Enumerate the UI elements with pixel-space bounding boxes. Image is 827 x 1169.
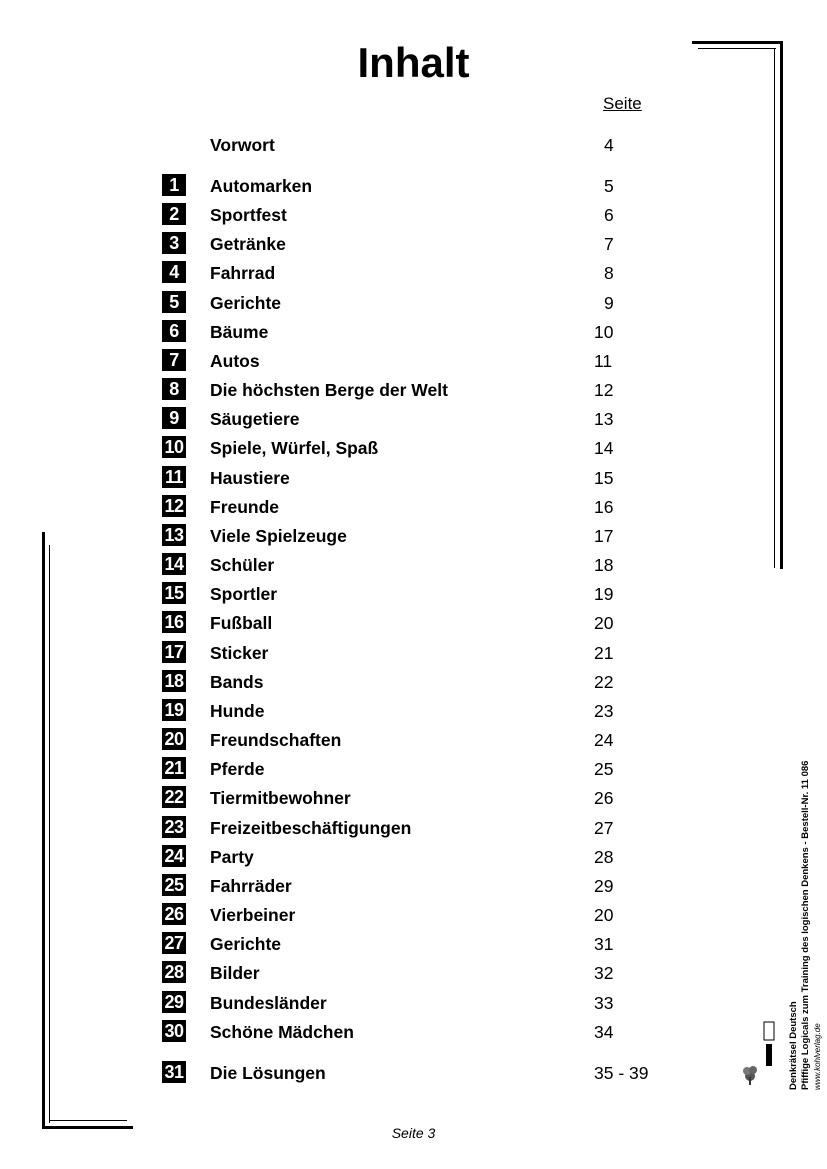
toc-row[interactable] (0, 641, 827, 665)
toc-row[interactable] (0, 261, 827, 285)
toc-page-number: 10 (594, 322, 614, 342)
toc-page-number: 29 (594, 876, 614, 896)
chapter-number-badge: 22 (162, 786, 186, 808)
toc-label: Bäume (210, 322, 269, 342)
toc-page-number: 28 (594, 847, 614, 867)
toc-page-number: 14 (594, 438, 614, 458)
toc-row[interactable] (0, 903, 827, 927)
toc-label: Säugetiere (210, 409, 300, 429)
toc-row[interactable] (0, 1020, 827, 1044)
toc-page-number: 6 (604, 205, 614, 225)
toc-row[interactable] (0, 757, 827, 781)
toc-page-number: 33 (594, 993, 614, 1013)
toc-row[interactable] (0, 699, 827, 723)
chapter-number-badge: 1 (162, 174, 186, 196)
publisher-logo (742, 1020, 776, 1086)
toc-page-number: 31 (594, 934, 614, 954)
frame-line-bottom-inner (49, 1120, 127, 1121)
toc-label: Fahrrad (210, 263, 276, 283)
toc-label: Tiermitbewohner (210, 788, 351, 808)
toc-row[interactable] (0, 174, 827, 198)
chapter-number-badge: 19 (162, 699, 186, 721)
frame-line-bottom (42, 1126, 133, 1129)
toc-page-number: 4 (604, 135, 614, 155)
chapter-number-badge: 25 (162, 874, 186, 896)
frame-line-top-inner (698, 48, 776, 49)
toc-label: Bilder (210, 963, 260, 983)
toc-page-number: 9 (604, 293, 614, 313)
toc-label: Schöne Mädchen (210, 1022, 354, 1042)
page-column-header: Seite (603, 94, 642, 113)
toc-row[interactable] (0, 291, 827, 315)
chapter-number-badge: 7 (162, 349, 186, 371)
chapter-number-badge: 10 (162, 436, 186, 458)
toc-page-number: 20 (594, 613, 614, 633)
toc-label: Schüler (210, 555, 275, 575)
toc-page-number: 32 (594, 963, 614, 983)
chapter-number-badge: 24 (162, 845, 186, 867)
chapter-number-badge: 17 (162, 641, 186, 663)
toc-row[interactable] (0, 378, 827, 402)
chapter-number-badge: 6 (162, 320, 186, 342)
toc-page-number: 16 (594, 497, 614, 517)
chapter-number-badge: 12 (162, 495, 186, 517)
toc-row[interactable] (0, 232, 827, 256)
toc-label: Party (210, 847, 254, 867)
toc-page-number: 34 (594, 1022, 614, 1042)
chapter-number-badge: 5 (162, 291, 186, 313)
chapter-number-badge: 9 (162, 407, 186, 429)
toc-page-number: 21 (594, 643, 614, 663)
toc-page-number: 13 (594, 409, 614, 429)
book-subtitle-order-number: Pfiffige Logicals zum Training des logischen Denkens - Bestell-Nr. 11 086 (800, 760, 811, 1090)
toc-label: Spiele, Würfel, Spaß (210, 438, 379, 458)
toc-label: Hunde (210, 701, 265, 721)
toc-label: Viele Spielzeuge (210, 526, 347, 546)
toc-label: Vorwort (210, 135, 275, 155)
toc-page-number: 27 (594, 818, 614, 838)
toc-label: Sticker (210, 643, 269, 663)
toc-page-number: 7 (604, 234, 614, 254)
toc-row[interactable] (0, 991, 827, 1015)
toc-page-number: 20 (594, 905, 614, 925)
publisher-url: www.kohlverlag.de (813, 1023, 822, 1090)
toc-page-number: 12 (594, 380, 614, 400)
toc-solutions-row[interactable] (0, 1061, 827, 1085)
toc-label: Freizeitbeschäftigungen (210, 818, 412, 838)
chapter-number-badge: 16 (162, 611, 186, 633)
tree-logo-icon (742, 1020, 776, 1086)
toc-row[interactable] (0, 786, 827, 810)
toc-page-number: 35 - 39 (594, 1063, 649, 1083)
page-footer: Seite 3 (391, 1125, 436, 1141)
chapter-number-badge: 18 (162, 670, 186, 692)
frame-line-top (692, 41, 782, 44)
toc-row[interactable] (0, 611, 827, 635)
chapter-number-badge: 27 (162, 932, 186, 954)
toc-page-number: 11 (594, 351, 613, 371)
frame-line-left (42, 532, 45, 1129)
toc-label: Freunde (210, 497, 280, 517)
toc-row[interactable] (0, 961, 827, 985)
toc-page-number: 22 (594, 672, 614, 692)
toc-row[interactable] (0, 320, 827, 344)
frame-line-left-inner (49, 545, 50, 1123)
toc-label: Automarken (210, 176, 313, 196)
chapter-number-badge: 26 (162, 903, 186, 925)
toc-row[interactable] (0, 203, 827, 227)
chapter-number-badge: 30 (162, 1020, 186, 1042)
toc-page-number: 17 (594, 526, 614, 546)
chapter-number-badge: 31 (162, 1061, 186, 1083)
toc-row[interactable] (0, 670, 827, 694)
toc-row[interactable] (0, 874, 827, 898)
toc-page-number: 26 (594, 788, 614, 808)
toc-label: Pferde (210, 759, 265, 779)
chapter-number-badge: 20 (162, 728, 186, 750)
toc-page-number: 19 (594, 584, 614, 604)
toc-row[interactable] (0, 524, 827, 548)
chapter-number-badge: 21 (162, 757, 186, 779)
toc-row[interactable] (0, 816, 827, 840)
toc-label: Bands (210, 672, 264, 692)
chapter-number-badge: 28 (162, 961, 186, 983)
toc-row[interactable] (0, 553, 827, 577)
toc-page-number: 15 (594, 468, 614, 488)
toc-label: Fahrräder (210, 876, 292, 896)
toc-row[interactable] (0, 349, 827, 373)
book-title: Denkrätsel Deutsch (788, 1001, 799, 1090)
toc-label: Gerichte (210, 934, 281, 954)
toc-label: Autos (210, 351, 260, 371)
toc-label: Sportfest (210, 205, 287, 225)
toc-row[interactable] (0, 466, 827, 490)
toc-label: Bundesländer (210, 993, 327, 1013)
toc-page-number: 24 (594, 730, 614, 750)
toc-label: Haustiere (210, 468, 290, 488)
toc-row[interactable] (0, 436, 827, 460)
toc-row[interactable] (0, 495, 827, 519)
toc-label: Fußball (210, 613, 273, 633)
toc-page-number: 23 (594, 701, 614, 721)
toc-label: Getränke (210, 234, 286, 254)
chapter-number-badge: 15 (162, 582, 186, 604)
chapter-number-badge: 29 (162, 991, 186, 1013)
toc-label: Die Lösungen (210, 1063, 326, 1083)
toc-page-number: 5 (604, 176, 614, 196)
chapter-number-badge: 11 (162, 466, 186, 488)
toc-label: Sportler (210, 584, 278, 604)
chapter-number-badge: 8 (162, 378, 186, 400)
toc-row[interactable] (0, 582, 827, 606)
toc-label: Vierbeiner (210, 905, 296, 925)
chapter-number-badge: 14 (162, 553, 186, 575)
page-title: Inhalt (357, 39, 470, 86)
toc-page-number: 8 (604, 263, 614, 283)
toc-label: Gerichte (210, 293, 281, 313)
toc-row[interactable] (0, 845, 827, 869)
toc-row[interactable] (0, 407, 827, 431)
chapter-number-badge: 2 (162, 203, 186, 225)
chapter-number-badge: 23 (162, 816, 186, 838)
toc-row[interactable] (0, 728, 827, 752)
toc-row[interactable] (0, 932, 827, 956)
toc-label: Die höchsten Berge der Welt (210, 380, 448, 400)
chapter-number-badge: 13 (162, 524, 186, 546)
frame-line-right (780, 41, 783, 569)
toc-page-number: 25 (594, 759, 614, 779)
toc-preface-row[interactable] (0, 133, 827, 157)
chapter-number-badge: 3 (162, 232, 186, 254)
chapter-number-badge: 4 (162, 261, 186, 283)
toc-label: Freundschaften (210, 730, 342, 750)
frame-line-right-inner (774, 48, 775, 568)
toc-page-number: 18 (594, 555, 614, 575)
